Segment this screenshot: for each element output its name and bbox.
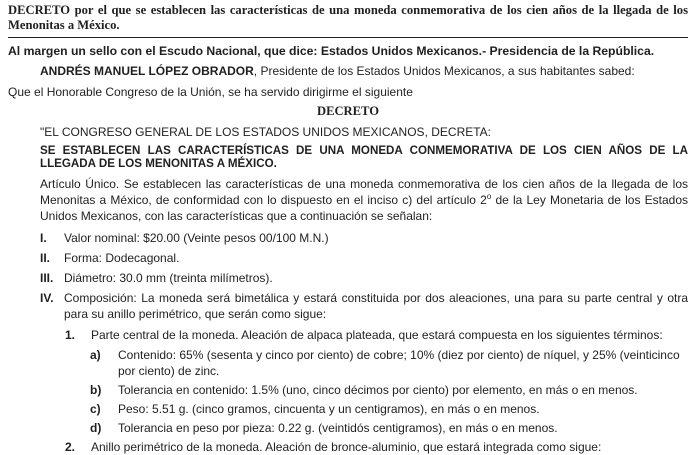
article-label: Artículo Único.	[40, 177, 120, 191]
subitem-label: b)	[90, 383, 102, 397]
title-divider	[8, 37, 688, 38]
article-sup: o	[486, 192, 492, 201]
subitem-name: Contenido:	[118, 348, 177, 362]
characteristic-label: II.	[40, 251, 51, 265]
subitem-weight	[8, 401, 688, 417]
subitem-value: 0.22 g. (veintidós centigramos), en más o en menos.	[274, 421, 558, 435]
subitem-label: d)	[90, 421, 102, 435]
part-label: 1.	[65, 328, 76, 342]
subitem-content	[8, 347, 688, 379]
characteristic-value: $20.00 (Veinte pesos 00/100 M.N.)	[139, 231, 329, 245]
congress-decrees: "EL CONGRESO GENERAL DE LOS ESTADOS UNIDOS MEXICANOS, DECRETA:	[40, 125, 492, 139]
subitem-text	[118, 382, 688, 398]
characteristic-composition	[8, 290, 688, 322]
article-text-2: de la Ley Monetaria de los Estados Unidos Mexicanos, con las características que a continuación se señalan:	[40, 193, 689, 223]
subitem-text	[118, 401, 688, 417]
characteristic-shape	[8, 250, 688, 266]
subitem-name: Peso:	[118, 402, 149, 416]
characteristic-value: 30.0 mm (treinta milímetros).	[116, 271, 273, 285]
margin-note: Al margen un sello con el Escudo Nacional, que dice: Estados Unidos Mexicanos.- Presidencia de la República.	[8, 44, 655, 58]
decree-subheading: SE ESTABLECEN LAS CARACTERÍSTICAS DE UNA MONEDA CONMEMORATIVA DE LOS CIEN AÑOS DE LA LLEGADA DE LOS MENONITAS A MÉXICO.	[40, 144, 688, 170]
part-text: Parte central de la moneda. Aleación de alpaca plateada, que estará compuesta en los siguientes términos:	[91, 328, 663, 342]
characteristic-text	[64, 230, 688, 246]
subitem-weight-tolerance	[8, 420, 688, 436]
president-line-rest: , Presidente de los Estados Unidos Mexicanos, a sus habitantes sabed:	[253, 64, 635, 78]
composition-name: Composición:	[64, 291, 137, 305]
characteristic-value: Dodecagonal.	[102, 251, 180, 265]
composition-value: La moneda será bimetálica y estará constituida por dos aleaciones, una para su parte central y otra para su anillo perimétrico, que serán como sigue:	[64, 291, 688, 321]
article-unico	[8, 176, 688, 224]
subitem-text	[118, 347, 688, 379]
composition-label: IV.	[40, 291, 54, 305]
part-central	[8, 327, 688, 343]
decreto-heading: DECRETO	[316, 104, 380, 118]
decree-title: DECRETO por el que se establecen las características de una moneda conmemorativa de los cien años de la llegada de los Menonitas a México.	[8, 3, 688, 32]
president-name: ANDRÉS MANUEL LÓPEZ OBRADOR	[40, 64, 254, 78]
subitem-name: Tolerancia en contenido:	[118, 383, 249, 397]
congress-line: Que el Honorable Congreso de la Unión, se ha servido dirigirme el siguiente	[8, 85, 413, 99]
characteristic-name: Forma:	[64, 251, 103, 265]
subitem-name: Tolerancia en peso por pieza:	[118, 421, 275, 435]
characteristic-diameter	[8, 270, 688, 286]
subitem-value: 1.5% (uno, cinco décimos por ciento) por elemento, en más o en menos.	[248, 383, 638, 397]
subitem-text	[118, 420, 688, 436]
characteristic-label: III.	[40, 271, 54, 285]
article-text-1: Se establecen las características de una moneda conmemorativa de los cien años de la llegada de los Menonitas a México, de conformidad con lo dispuesto en el inciso c) del artículo 2	[40, 177, 688, 207]
part-ring	[8, 439, 688, 455]
subitem-label: c)	[90, 402, 101, 416]
subitem-content-tolerance	[8, 382, 688, 398]
characteristic-label: I.	[40, 231, 47, 245]
part-text: Anillo perimétrico de la moneda. Aleación de bronce-aluminio, que estará integrada como sigue:	[91, 440, 602, 454]
subitem-value: 5.51 g. (cinco gramos, cincuenta y un centigramos), en más o en menos.	[148, 402, 540, 416]
subitem-label: a)	[90, 348, 101, 362]
characteristic-text	[64, 270, 688, 286]
characteristic-name: Valor nominal:	[64, 231, 140, 245]
characteristic-nominal-value	[8, 230, 688, 246]
composition-text	[64, 290, 688, 322]
part-label: 2.	[65, 440, 76, 454]
president-line	[8, 63, 688, 79]
subitem-value: 65% (sesenta y cinco por ciento) de cobre; 10% (diez por ciento) de níquel, y 25% (veinticinco por ciento) de zinc.	[118, 348, 680, 378]
characteristic-name: Diámetro:	[64, 271, 117, 285]
characteristic-text	[64, 250, 688, 266]
